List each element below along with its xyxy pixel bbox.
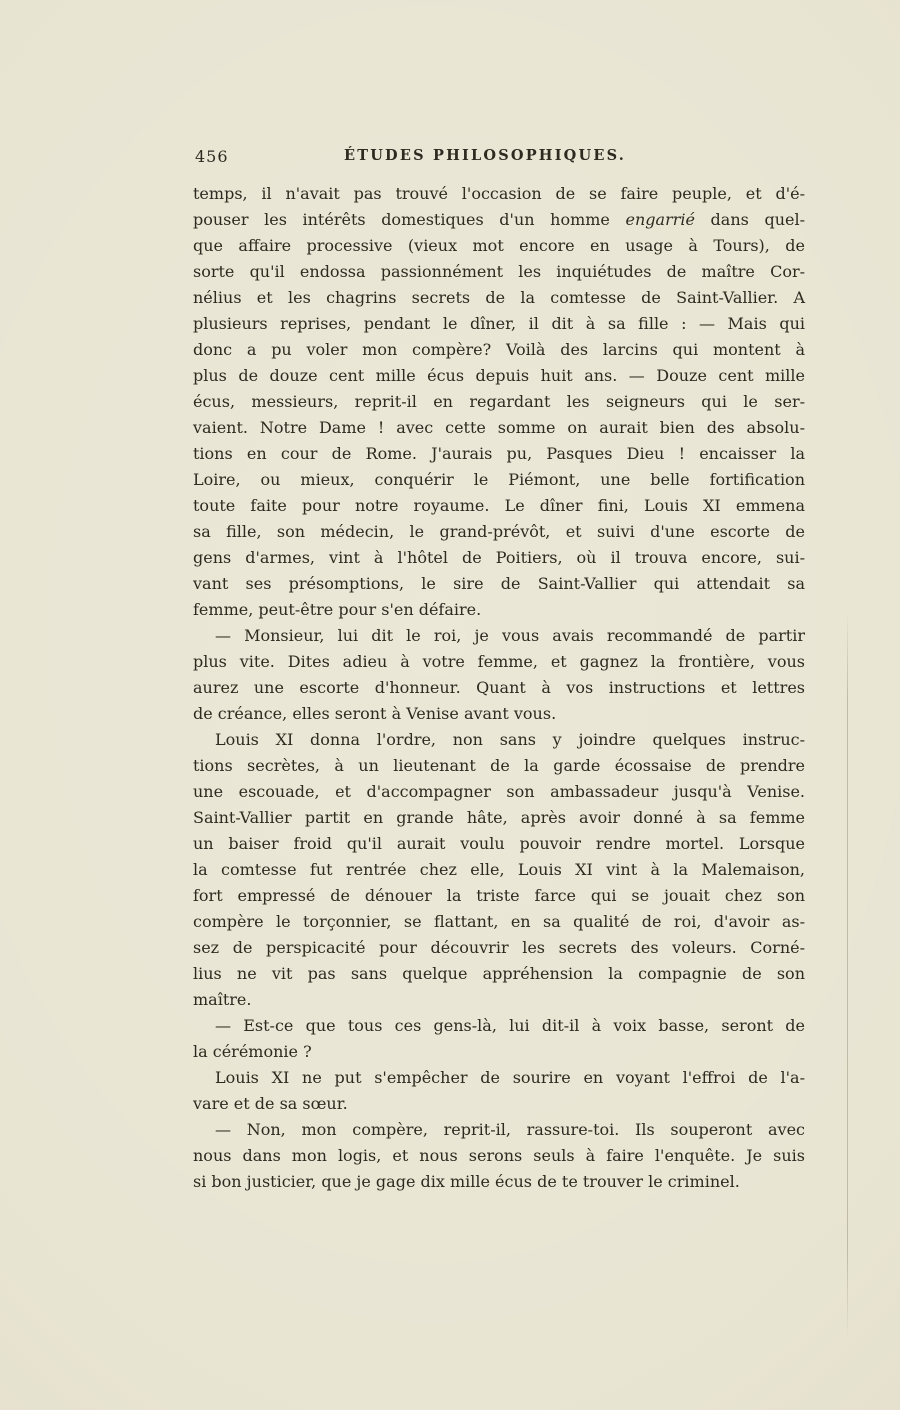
- text-line: [193, 701, 805, 727]
- text-line: [193, 467, 805, 493]
- text-line: [193, 675, 805, 701]
- text-line: [193, 1013, 805, 1039]
- text-segment: gens d'armes, vint à l'hôtel de Poitiers, où il trouva encore, sui-: [193, 548, 805, 567]
- text-segment: dans quel-: [694, 210, 805, 229]
- text-segment: la comtesse fut rentrée chez elle, Louis XI vint à la Malemaison,: [193, 860, 805, 879]
- text-segment: sez de perspicacité pour découvrir les secrets des voleurs. Corné-: [193, 938, 805, 957]
- text-segment: Loire, ou mieux, conquérir le Piémont, une belle fortification: [193, 470, 805, 489]
- text-line: [193, 727, 805, 753]
- text-segment: sa fille, son médecin, le grand-prévôt, et suivi d'une escorte de: [193, 522, 805, 541]
- text-line: [193, 779, 805, 805]
- text-segment: aurez une escorte d'honneur. Quant à vos instructions et lettres: [193, 678, 805, 697]
- text-segment: Louis XI donna l'ordre, non sans y joindre quelques instruc-: [215, 730, 805, 749]
- text-line: [193, 311, 805, 337]
- text-line: [193, 909, 805, 935]
- text-segment: lius ne vit pas sans quelque appréhension la compagnie de son: [193, 964, 805, 983]
- text-segment: pouser les intérêts domestiques d'un homme: [193, 210, 626, 229]
- text-line: [193, 857, 805, 883]
- text-line: [193, 1169, 805, 1195]
- paragraph: [193, 623, 805, 727]
- text-segment: plusieurs reprises, pendant le dîner, il dit à sa fille : — Mais qui: [193, 314, 805, 333]
- text-line: [193, 415, 805, 441]
- text-segment: femme, peut-être pour s'en défaire.: [193, 600, 482, 619]
- text-line: [193, 1065, 805, 1091]
- text-segment: temps, il n'avait pas trouvé l'occasion de se faire peuple, et d'é-: [193, 184, 805, 203]
- text-line: [193, 1091, 805, 1117]
- text-segment: donc a pu voler mon compère? Voilà des larcins qui montent à: [193, 340, 805, 359]
- text-line: [193, 233, 805, 259]
- text-segment: de créance, elles seront à Venise avant vous.: [193, 704, 557, 723]
- text-line: [193, 831, 805, 857]
- text-segment: fort empressé de dénouer la triste farce qui se jouait chez son: [193, 886, 805, 905]
- text-segment: vant ses présomptions, le sire de Saint-Vallier qui attendait sa: [193, 574, 805, 593]
- text-line: [193, 1039, 805, 1065]
- text-line: [193, 597, 805, 623]
- text-line: [193, 961, 805, 987]
- paragraph: [193, 727, 805, 1013]
- text-segment: si bon justicier, que je gage dix mille écus de te trouver le criminel.: [193, 1172, 740, 1191]
- text-line: [193, 493, 805, 519]
- text-line: [193, 441, 805, 467]
- text-segment: que affaire processive (vieux mot encore en usage à Tours), de: [193, 236, 805, 255]
- text-segment: nélius et les chagrins secrets de la comtesse de Saint-Vallier. A: [193, 288, 805, 307]
- text-line: [193, 181, 805, 207]
- text-segment: — Est-ce que tous ces gens-là, lui dit-il à voix basse, seront de: [215, 1016, 805, 1035]
- text-line: [193, 389, 805, 415]
- text-line: [193, 337, 805, 363]
- text-segment: toute faite pour notre royaume. Le dîner fini, Louis XI emmena: [193, 496, 805, 515]
- text-segment: la cérémonie ?: [193, 1042, 312, 1061]
- text-line: [193, 1143, 805, 1169]
- text-line: [193, 285, 805, 311]
- text-block: [193, 147, 805, 1195]
- text-segment: vaient. Notre Dame ! avec cette somme on aurait bien des absolu-: [193, 418, 805, 437]
- body-text: [193, 181, 805, 1195]
- text-line: [193, 519, 805, 545]
- text-line: [193, 649, 805, 675]
- text-line: [193, 207, 805, 233]
- text-segment: écus, messieurs, reprit-il en regardant les seigneurs qui le ser-: [193, 392, 805, 411]
- text-segment: tions secrètes, à un lieutenant de la garde écossaise de prendre: [193, 756, 805, 775]
- text-line: [193, 987, 805, 1013]
- text-segment: — Monsieur, lui dit le roi, je vous avais recommandé de partir: [215, 626, 805, 645]
- text-segment: tions en cour de Rome. J'aurais pu, Pasques Dieu ! encaisser la: [193, 444, 805, 463]
- paragraph: [193, 181, 805, 623]
- paragraph: [193, 1117, 805, 1195]
- running-title: ÉTUDES PHILOSOPHIQUES.: [343, 147, 627, 164]
- text-line: [193, 571, 805, 597]
- text-segment: plus de douze cent mille écus depuis huit ans. — Douze cent mille: [193, 366, 805, 385]
- text-line: [193, 805, 805, 831]
- text-segment: maître.: [193, 990, 252, 1009]
- text-line: [193, 935, 805, 961]
- paragraph: [193, 1065, 805, 1117]
- text-segment: — Non, mon compère, reprit-il, rassure-toi. Ils souperont avec: [215, 1120, 805, 1139]
- text-line: [193, 883, 805, 909]
- text-line: [193, 1117, 805, 1143]
- text-segment: Saint-Vallier partit en grande hâte, après avoir donné à sa femme: [193, 808, 805, 827]
- text-line: [193, 753, 805, 779]
- text-line: [193, 623, 805, 649]
- text-segment: sorte qu'il endossa passionnément les inquiétudes de maître Cor-: [193, 262, 805, 281]
- paragraph: [193, 1013, 805, 1065]
- text-segment: Louis XI ne put s'empêcher de sourire en voyant l'effroi de l'a-: [215, 1068, 805, 1087]
- page-header: [193, 147, 805, 169]
- text-segment: plus vite. Dites adieu à votre femme, et gagnez la frontière, vous: [193, 652, 805, 671]
- text-segment: nous dans mon logis, et nous serons seuls à faire l'enquête. Je suis: [193, 1146, 805, 1165]
- text-segment: vare et de sa sœur.: [193, 1094, 348, 1113]
- text-line: [193, 363, 805, 389]
- text-segment: une escouade, et d'accompagner son ambassadeur jusqu'à Venise.: [193, 782, 805, 801]
- italic-text: engarrié: [625, 210, 695, 229]
- text-line: [193, 545, 805, 571]
- page-number: 456: [195, 147, 229, 166]
- text-line: [193, 259, 805, 285]
- text-segment: compère le torçonnier, se flattant, en sa qualité de roi, d'avoir as-: [193, 912, 805, 931]
- page-edge-line: [847, 610, 848, 1340]
- text-segment: un baiser froid qu'il aurait voulu pouvoir rendre mortel. Lorsque: [193, 834, 805, 853]
